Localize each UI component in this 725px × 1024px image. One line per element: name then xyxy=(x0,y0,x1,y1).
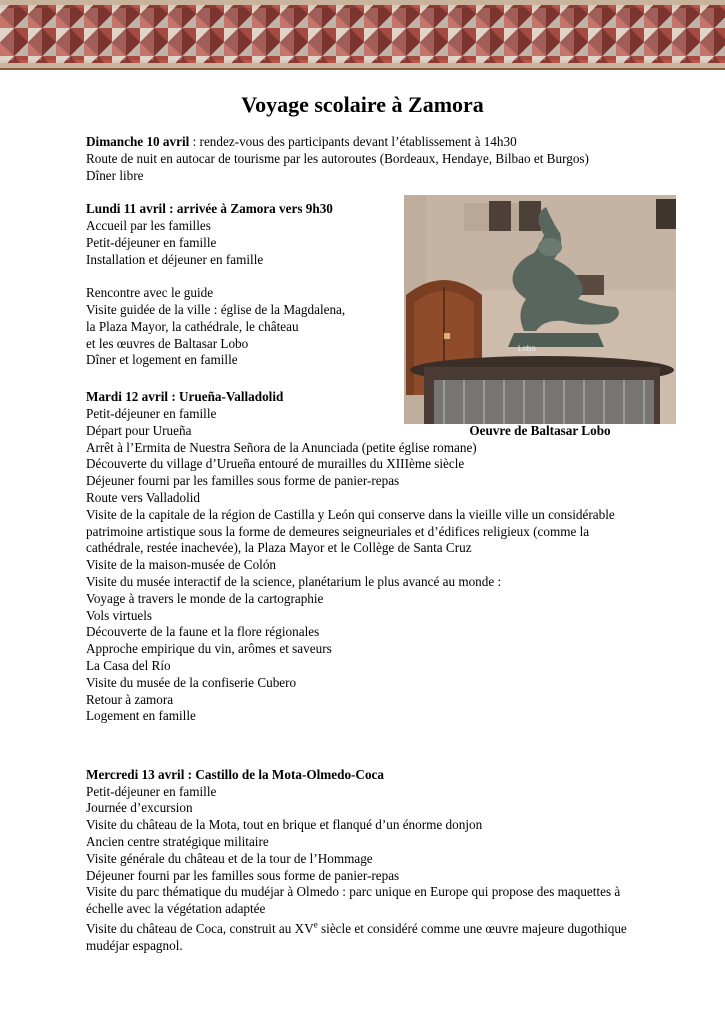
day3-line: Logement en famille xyxy=(86,708,196,724)
day2-line: Installation et déjeuner en famille xyxy=(86,251,264,267)
day3-line: Visite du musée interactif de la science, planétarium le plus avancé au monde : xyxy=(86,573,502,589)
day2-line: Rencontre avec le guide xyxy=(86,285,214,301)
day3-line: Visite de la capitale de la région de Castilla y León qui conserve dans la vieille ville un considérable patrimoine artistique sous la forme de demeures seigneuriales et d’édifices religieux (comme la cathédrale, restée inachevée), la Plaza Mayor et le Collège de Santa Cruz xyxy=(86,506,615,556)
day1-line1 xyxy=(86,134,646,151)
day3-heading: Mardi 12 avril : Urueña-Valladolid xyxy=(86,389,284,405)
day2-line: Petit-déjeuner en famille xyxy=(86,234,217,250)
day3-line: Découverte du village d’Urueña entouré de murailles du XIIIème siècle xyxy=(86,456,465,472)
day2-heading: Lundi 11 avril : arrivée à Zamora vers 9h30 xyxy=(86,201,333,217)
day4-line: Petit-déjeuner en famille xyxy=(86,783,217,799)
day4-line: Visite du château de la Mota, tout en brique et flanqué d’un énorme donjon xyxy=(86,817,483,833)
day3-line: Retour à zamora xyxy=(86,691,174,707)
day4-coca-a: Visite du château de Coca, construit au XV xyxy=(86,921,314,937)
day4-heading: Mercredi 13 avril : Castillo de la Mota-Olmedo-Coca xyxy=(86,766,384,782)
day3-line: Visite de la maison-musée de Colón xyxy=(86,557,277,573)
day3-line: Petit-déjeuner en famille xyxy=(86,405,217,421)
day3-line: Arrêt à l’Ermita de Nuestra Señora de la Anunciada (petite église romane) xyxy=(86,439,477,455)
page-title: Voyage scolaire à Zamora xyxy=(241,92,484,117)
day3-line: Vols virtuels xyxy=(86,607,153,623)
day4-line: Visite générale du château et de la tour de l’Hommage xyxy=(86,850,373,866)
photo-caption: Oeuvre de Baltasar Lobo xyxy=(469,423,611,438)
day3-line: Visite du musée de la confiserie Cubero xyxy=(86,674,297,690)
day3-line: Voyage à travers le monde de la cartographie xyxy=(86,590,324,606)
day4-line: Ancien centre stratégique militaire xyxy=(86,834,269,850)
itinerary xyxy=(86,134,646,955)
day4-line: Journée d’excursion xyxy=(86,800,193,816)
decorative-mosaic-banner xyxy=(0,0,725,70)
day2-line: Dîner et logement en famille xyxy=(86,352,238,368)
day1-dinner: Dîner libre xyxy=(86,167,144,183)
day3-line: Découverte de la faune et la flore régionales xyxy=(86,624,320,640)
day4-line: Visite du parc thématique du mudéjar à Olmedo : parc unique en Europe qui propose des maquettes à échelle avec la végétation adaptée xyxy=(86,884,621,917)
day2-line: la Plaza Mayor, la cathédrale, le château xyxy=(86,318,299,334)
day4-coca-sup: e xyxy=(313,919,318,930)
day2-line: Visite guidée de la ville : église de la Magdalena, xyxy=(86,301,346,317)
day1-heading: Dimanche 10 avril xyxy=(86,134,190,149)
day3-line: Approche empirique du vin, arômes et saveurs xyxy=(86,641,332,657)
plaque-text: Lobo xyxy=(518,344,536,353)
day2-line: Accueil par les familles xyxy=(86,217,211,233)
day4-last-line xyxy=(86,921,646,955)
day2-line: et les œuvres de Baltasar Lobo xyxy=(86,335,249,351)
day3-line: La Casa del Río xyxy=(86,657,171,673)
day3-line: Départ pour Urueña xyxy=(86,422,192,438)
day1-route: Route de nuit en autocar de tourisme par les autoroutes (Bordeaux, Hendaye, Bilbao et Burgos) xyxy=(86,150,589,166)
day4-line: Déjeuner fourni par les familles sous forme de panier-repas xyxy=(86,867,400,883)
day3-line: Déjeuner fourni par les familles sous forme de panier-repas xyxy=(86,473,400,489)
mosaic-pattern xyxy=(0,8,725,60)
day1-meeting: : rendez-vous des participants devant l’établissement à 14h30 xyxy=(189,134,517,149)
day3-line: Route vers Valladolid xyxy=(86,489,201,505)
day4-coca-b: siècle et considéré comme une œuvre majeure dugothique mudéjar espagnol. xyxy=(86,921,627,953)
